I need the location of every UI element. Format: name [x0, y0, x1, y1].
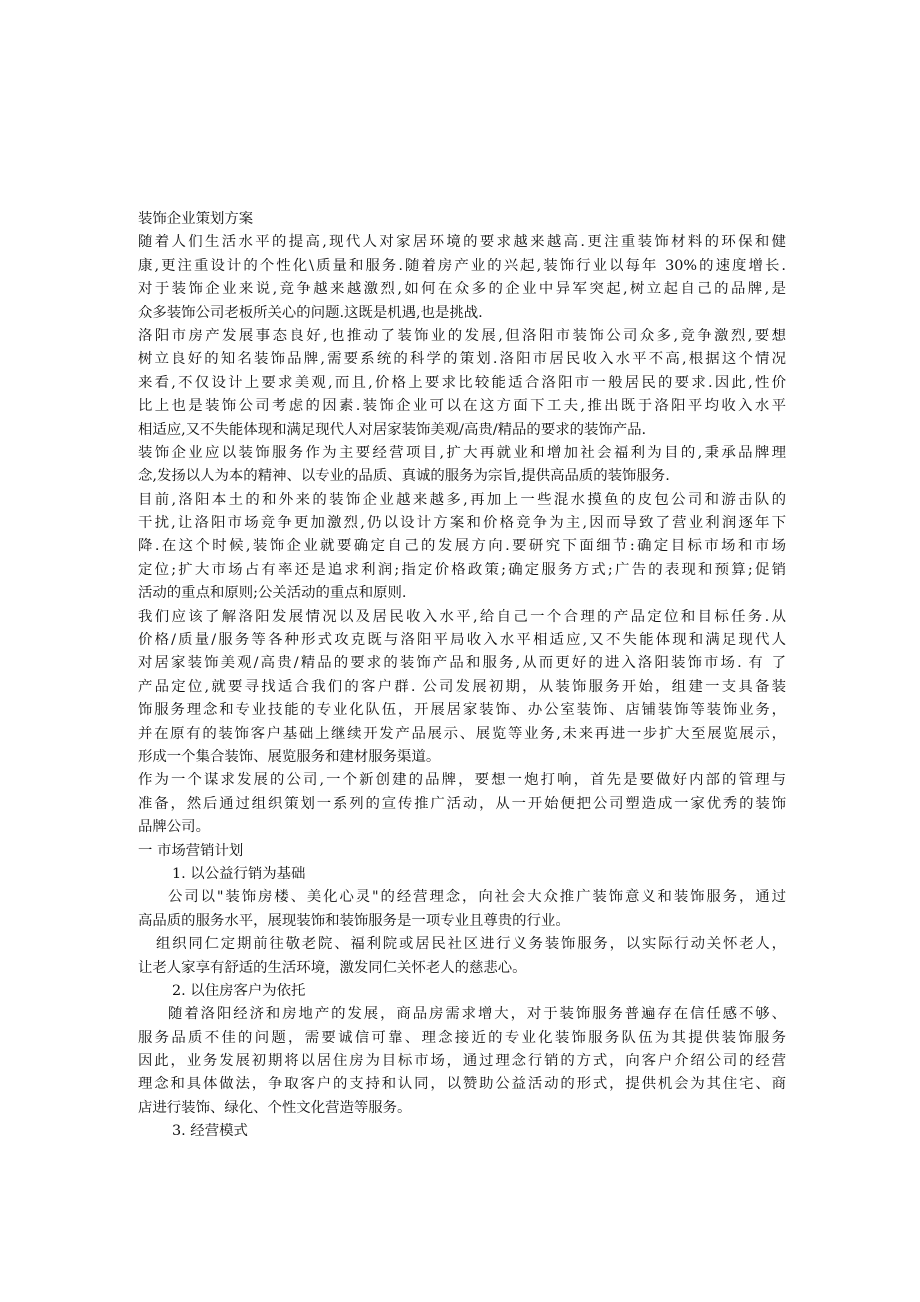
item-paragraph-line: 服务品质不佳的问题，需要诚信可靠、理念接近的专业化装饰服务队伍为其提供装饰服务 [138, 1029, 786, 1046]
body-line: 降.在这个时候,装饰企业就要确定自己的发展方向.要研究下面细节:确定目标市场和市场 [138, 538, 786, 555]
item-heading: 1. 以公益行销为基础 [172, 865, 306, 882]
body-line: 产品定位,就要寻找适合我们的客户群. 公司发展初期，从装饰服务开始，组建一支具备装 [138, 678, 786, 695]
body-line: 品牌公司。 [138, 819, 210, 836]
body-line: 活动的重点和原则;公关活动的重点和原则. [138, 585, 407, 602]
body-line: 随着人们生活水平的提高,现代人对家居环境的要求越来越高.更注重装饰材料的环保和健 [138, 234, 786, 251]
body-line: 对居家装饰美观/高贵/精品的要求的装饰产品和服务,从而更好的进入洛阳装饰市场. 有 了 [138, 655, 786, 672]
item-heading: 2. 以住房客户为依托 [172, 982, 306, 999]
body-line: 目前,洛阳本土的和外来的装饰企业越来越多,再加上一些混水摸鱼的皮包公司和游击队的 [138, 491, 786, 508]
document-body [138, 231, 786, 839]
body-line: 洛阳市房产发展事态良好,也推动了装饰业的发展,但洛阳市装饰公司众多,竞争激烈,要想 [138, 327, 786, 344]
body-line: 并在原有的装饰客户基础上继续开发产品展示、展览等业务,未来再进一步扩大至展览展示， [138, 725, 786, 742]
body-line: 价格/质量/服务等各种形式攻克既与洛阳平局收入水平相适应,又不失能体现和满足现代人 [138, 632, 786, 649]
body-line: 准备，然后通过组织策划一系列的宣传推广活动，从一开始便把公司塑造成一家优秀的装饰 [138, 795, 786, 812]
body-line: 来看,不仅设计上要求美观,而且,价格上要求比较能适合洛阳市一般居民的要求.因此,性价 [138, 374, 786, 391]
item-paragraph-line: 公司以"装饰房楼、美化心灵"的经营理念，向社会大众推广装饰意义和装饰服务，通过 [168, 889, 786, 906]
body-line: 念,发扬以人为本的精神、以专业的品质、真诚的服务为宗旨,提供高品质的装饰服务. [138, 468, 670, 485]
section-title: 一 市场营销计划 [138, 842, 244, 859]
item-paragraph-line: 因此，业务发展初期将以居住房为目标市场，通过理念行销的方式，向客户介绍公司的经营 [138, 1053, 786, 1070]
body-line: 康,更注重设计的个性化\质量和服务.随着房产业的兴起,装饰行业以每年 30%的速度增长. [138, 257, 786, 274]
body-line: 形成一个集合装饰、展览服务和建材服务渠道。 [138, 748, 441, 765]
body-line: 作为一个谋求发展的公司,一个新创建的品牌，要想一炮打响，首先是要做好内部的管理与 [138, 772, 786, 789]
body-line: 干扰,让洛阳市场竞争更加激烈,仍以设计方案和价格竞争为主,因而导致了营业利润逐年下 [138, 515, 786, 532]
item-paragraph-line: 随着洛阳经济和房地产的发展，商品房需求增大，对于装饰服务普遍存在信任感不够、 [168, 1006, 786, 1023]
document-title: 装饰企业策划方案 [138, 211, 254, 227]
item-paragraph-line: 理念和具体做法，争取客户的支持和认同，以赞助公益活动的形式，提供机会为其住宅、商 [138, 1076, 786, 1093]
body-line: 我们应该了解洛阳发展情况以及居民收入水平,给自己一个合理的产品定位和目标任务.从 [138, 608, 786, 625]
item-heading: 3. 经营模式 [172, 1123, 248, 1140]
body-line: 装饰企业应以装饰服务作为主要经营项目,扩大再就业和增加社会福利为目的,秉承品牌理 [138, 444, 786, 461]
body-line: 饰服务理念和专业技能的专业化队伍，开展居家装饰、办公室装饰、店铺装饰等装饰业务， [138, 702, 786, 719]
item-paragraph-line: 组织同仁定期前往敬老院、福利院或居民社区进行义务装饰服务，以实际行动关怀老人， [156, 936, 786, 953]
section-items [138, 863, 786, 1144]
item-paragraph-line: 店进行装饰、绿化、个性文化营造等服务。 [138, 1099, 412, 1116]
body-line: 定位;扩大市场占有率还是追求利润;指定价格政策;确定服务方式;广告的表现和预算;促销 [138, 561, 786, 578]
body-line: 比上也是装饰公司考虑的因素.装饰企业可以在这方面下工夫,推出既于洛阳平均收入水平 [138, 398, 786, 415]
item-paragraph-line: 让老人家享有舒适的生活环境，激发同仁关怀老人的慈悲心。 [138, 959, 527, 976]
item-paragraph-line: 高品质的服务水平，展现装饰和装饰服务是一项专业且尊贵的行业。 [138, 912, 570, 929]
body-line: 对于装饰企业来说,竞争越来越激烈,如何在众多的企业中异军突起,树立起自己的品牌,是 [138, 281, 786, 298]
body-line: 树立良好的知名装饰品牌,需要系统的科学的策划.洛阳市居民收入水平不高,根据这个情况 [138, 351, 786, 368]
body-line: 众多装饰公司老板所关心的问题.这既是机遇,也是挑战. [138, 304, 483, 321]
body-line: 相适应,又不失能体现和满足现代人对居家装饰美观/高贵/精品的要求的装饰产品. [138, 421, 647, 438]
document-page [138, 208, 786, 1144]
